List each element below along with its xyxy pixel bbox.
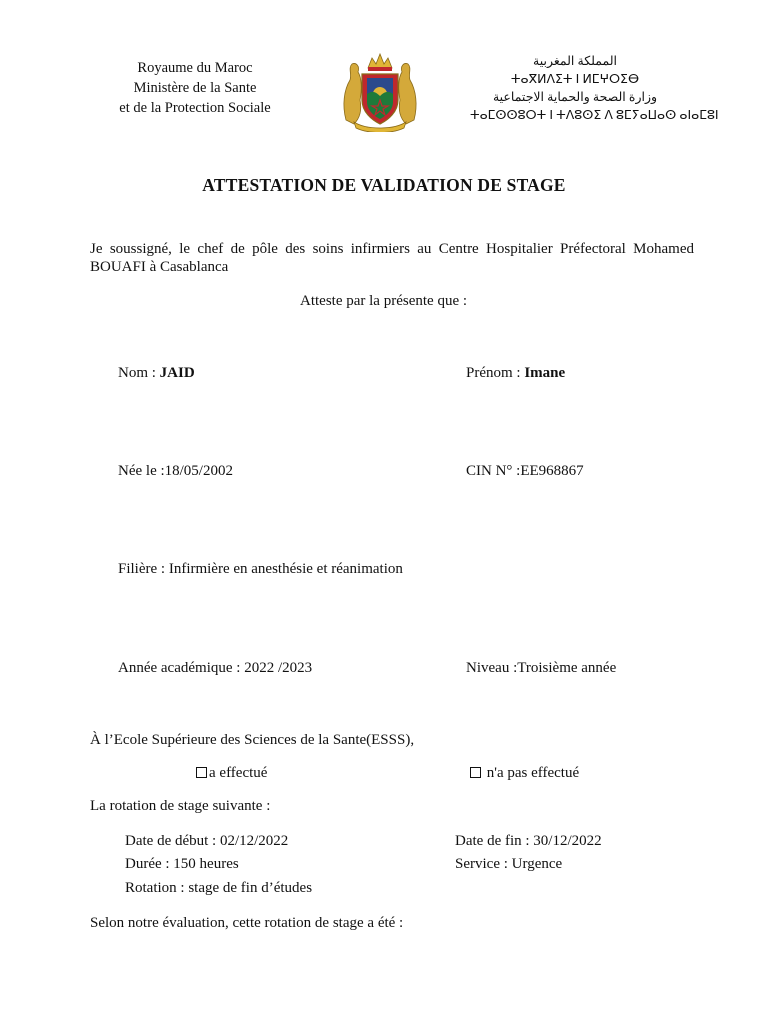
prenom-field (466, 365, 565, 382)
checkbox-non-effectue[interactable] (470, 767, 481, 778)
nom-value: JAID (159, 365, 195, 381)
end-date: Date de fin : 30/12/2022 (455, 833, 602, 849)
rotation-intro: La rotation de stage suivante : (90, 798, 271, 814)
duration: Durée : 150 heures (125, 856, 239, 872)
rotation-type: Rotation : stage de fin d’études (125, 880, 313, 896)
document-title: ATTESTATION DE VALIDATION DE STAGE (202, 175, 566, 195)
choice-effectue[interactable] (196, 765, 267, 782)
cin-number: CIN N° :EE968867 (466, 463, 584, 479)
academic-year: Année académique : 2022 /2023 (118, 660, 313, 676)
header-fr-line2: Ministère de la Sante (133, 80, 257, 96)
moroccan-coat-of-arms-icon (340, 50, 420, 132)
choice-effectue-label: a effectué (209, 765, 268, 781)
prenom-value: Imane (524, 365, 566, 381)
checkbox-effectue[interactable] (196, 767, 207, 778)
nom-field (118, 365, 195, 382)
evaluation-line: Selon notre évaluation, cette rotation de stage a été : (90, 915, 404, 931)
header-ar-line3: وزارة الصحة والحماية الاجتماعية (492, 90, 658, 104)
header-ministry-ar (470, 52, 719, 124)
header-fr-line3: et de la Protection Sociale (119, 100, 271, 116)
start-date: Date de début : 02/12/2022 (125, 833, 289, 849)
filiere: Filière : Infirmière en anesthésie et réanimation (118, 561, 403, 577)
birth-date: Née le :18/05/2002 (118, 463, 233, 479)
header-ar-line1: المملكة المغربية (533, 54, 617, 68)
atteste-line: Atteste par la présente que : (300, 293, 468, 309)
service: Service : Urgence (455, 856, 563, 872)
choice-non-effectue[interactable] (470, 765, 579, 782)
school-line: À l’Ecole Supérieure des Sciences de la Sante(ESSS), (90, 732, 415, 748)
header-ar-line4: ⵜⴰⵎⵙⵙⵓⵔⵜ ⵏ ⵜⴷⵓⵙⵉ ⴷ ⵓⵎⵢⴰⵡⴰⵙ ⴰⵏⴰⵎⵓⵏ (470, 108, 719, 122)
header-ministry-fr (100, 58, 290, 118)
level: Niveau :Troisième année (466, 660, 617, 676)
header-ar-line2: ⵜⴰⴳⵍⴷⵉⵜ ⵏ ⵍⵎⵖⵔⵉⴱ (510, 72, 640, 86)
choice-non-effectue-label: n'a pas effectué (486, 765, 580, 781)
header-fr-line1: Royaume du Maroc (137, 60, 253, 76)
intro-paragraph: Je soussigné, le chef de pôle des soins infirmiers au Centre Hospitalier Préfectoral Mohamed BOUAFI à Casablanca (90, 241, 694, 275)
nom-label: Nom : (118, 365, 160, 381)
prenom-label: Prénom : (466, 365, 525, 381)
